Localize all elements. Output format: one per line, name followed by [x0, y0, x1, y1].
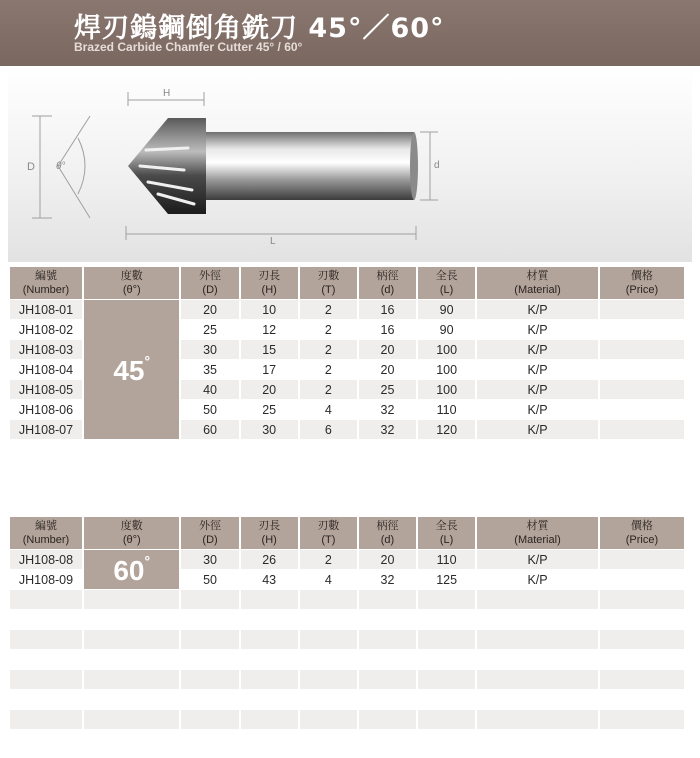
cell-number: JH108-09 [10, 570, 82, 589]
cell-D [181, 610, 238, 629]
cell-material [477, 440, 598, 459]
cell-price [600, 670, 684, 689]
cell-d [359, 690, 416, 709]
cell-number [10, 590, 82, 609]
cell-price [600, 730, 684, 749]
cell-angle [84, 440, 179, 459]
cell-price [600, 420, 684, 439]
col-angle: 度數 (θ°) [84, 517, 179, 549]
cell-T [300, 590, 357, 609]
header-banner [0, 0, 700, 66]
cell-material [477, 590, 598, 609]
table-row [10, 630, 684, 649]
cell-D [181, 710, 238, 729]
cell-angle [84, 590, 179, 609]
cell-d: 20 [359, 360, 416, 379]
table-row [10, 610, 684, 629]
cell-price [600, 590, 684, 609]
cell-L: 90 [418, 320, 475, 339]
col-d: 柄徑 (d) [359, 517, 416, 549]
product-illustration [8, 66, 692, 262]
col-H: 刃長 (H) [241, 517, 298, 549]
table-row [10, 550, 684, 569]
cell-T: 2 [300, 360, 357, 379]
cell-price [600, 550, 684, 569]
col-angle: 度數 (θ°) [84, 267, 179, 299]
cell-price [600, 710, 684, 729]
cell-material [477, 670, 598, 689]
cell-T [300, 690, 357, 709]
table-row [10, 650, 684, 669]
cell-number [10, 690, 82, 709]
cell-T: 2 [300, 340, 357, 359]
cell-price [600, 630, 684, 649]
cell-material [477, 650, 598, 669]
cell-L [418, 690, 475, 709]
cell-d: 16 [359, 320, 416, 339]
cell-T [300, 610, 357, 629]
cell-T: 2 [300, 300, 357, 319]
cell-T: 2 [300, 380, 357, 399]
col-material: 材質 (Material) [477, 267, 598, 299]
cell-d: 20 [359, 340, 416, 359]
cell-material [477, 710, 598, 729]
cell-d [359, 630, 416, 649]
cell-d [359, 670, 416, 689]
cell-H: 10 [241, 300, 298, 319]
spec-table-45 [8, 266, 686, 460]
cell-L [418, 440, 475, 459]
table-body-60 [10, 550, 684, 749]
cell-T: 6 [300, 420, 357, 439]
cell-material [477, 630, 598, 649]
cell-L [418, 670, 475, 689]
angle-value: 45 [113, 354, 145, 386]
cell-material [477, 730, 598, 749]
cell-T: 4 [300, 400, 357, 419]
cell-D: 30 [181, 550, 238, 569]
cell-H [241, 670, 298, 689]
cell-D [181, 730, 238, 749]
cell-D [181, 670, 238, 689]
cell-d: 32 [359, 420, 416, 439]
cell-number [10, 670, 82, 689]
cell-H: 12 [241, 320, 298, 339]
table-body-45 [10, 300, 684, 459]
cell-price [600, 300, 684, 319]
cell-L: 125 [418, 570, 475, 589]
cell-angle [84, 650, 179, 669]
cell-price [600, 610, 684, 629]
cell-D: 35 [181, 360, 238, 379]
cell-d: 20 [359, 550, 416, 569]
col-T: 刃數 (T) [300, 267, 357, 299]
cell-L: 110 [418, 550, 475, 569]
table-row [10, 590, 684, 609]
cell-T: 2 [300, 320, 357, 339]
cell-H: 17 [241, 360, 298, 379]
cell-D [181, 440, 238, 459]
col-H: 刃長 (H) [241, 267, 298, 299]
cell-T [300, 650, 357, 669]
cell-D: 25 [181, 320, 238, 339]
cell-T [300, 440, 357, 459]
cell-D: 60 [181, 420, 238, 439]
cell-price [600, 320, 684, 339]
cell-number: JH108-07 [10, 420, 82, 439]
cell-T [300, 710, 357, 729]
cell-d: 16 [359, 300, 416, 319]
cell-material: K/P [477, 380, 598, 399]
col-D: 外徑 (D) [181, 517, 238, 549]
cell-d [359, 590, 416, 609]
cell-price [600, 340, 684, 359]
cell-D [181, 690, 238, 709]
cell-L [418, 590, 475, 609]
col-number: 編號 (Number) [10, 267, 82, 299]
cell-L [418, 730, 475, 749]
cell-H [241, 630, 298, 649]
cell-number [10, 730, 82, 749]
cell-angle [84, 630, 179, 649]
cell-H [241, 690, 298, 709]
table-row [10, 670, 684, 689]
cell-number: JH108-02 [10, 320, 82, 339]
cell-L: 110 [418, 400, 475, 419]
cell-L: 100 [418, 380, 475, 399]
col-number: 編號 (Number) [10, 517, 82, 549]
cell-material: K/P [477, 320, 598, 339]
col-T: 刃數 (T) [300, 517, 357, 549]
angle-cell [84, 300, 179, 439]
cell-number: JH108-01 [10, 300, 82, 319]
cell-number [10, 650, 82, 669]
cell-material: K/P [477, 360, 598, 379]
cell-angle [84, 710, 179, 729]
cell-H: 43 [241, 570, 298, 589]
cutter-shank [204, 132, 414, 200]
cell-H [241, 590, 298, 609]
cell-angle [84, 670, 179, 689]
cell-D [181, 650, 238, 669]
cell-H: 20 [241, 380, 298, 399]
page-title: 焊刃鎢鋼倒角銑刀 45°／60° [74, 13, 445, 44]
page-subtitle: Brazed Carbide Chamfer Cutter 45° / 60° [74, 40, 303, 54]
cell-L: 100 [418, 360, 475, 379]
cell-L [418, 710, 475, 729]
table-row [10, 710, 684, 729]
cell-price [600, 650, 684, 669]
cell-number: JH108-06 [10, 400, 82, 419]
cell-material: K/P [477, 400, 598, 419]
cell-L: 90 [418, 300, 475, 319]
label-H: H [163, 88, 171, 99]
cell-angle [84, 610, 179, 629]
cell-d: 25 [359, 380, 416, 399]
cell-D: 50 [181, 400, 238, 419]
cell-D: 40 [181, 380, 238, 399]
angle-unit: ° [144, 552, 151, 569]
col-price: 價格 (Price) [600, 517, 684, 549]
cell-price [600, 690, 684, 709]
label-D: D [27, 161, 35, 173]
table-row [10, 440, 684, 459]
cell-number: JH108-03 [10, 340, 82, 359]
cell-d [359, 710, 416, 729]
col-L: 全長 (L) [418, 267, 475, 299]
cell-d [359, 650, 416, 669]
label-theta: θ° [56, 161, 66, 172]
table-header-row [10, 267, 684, 299]
cell-price [600, 380, 684, 399]
cell-d: 32 [359, 400, 416, 419]
cell-number: JH108-05 [10, 380, 82, 399]
cell-price [600, 440, 684, 459]
cell-H: 15 [241, 340, 298, 359]
table-row [10, 300, 684, 319]
cell-D [181, 630, 238, 649]
cell-price [600, 360, 684, 379]
spec-table-60 [8, 516, 686, 750]
cell-material: K/P [477, 550, 598, 569]
cell-D: 50 [181, 570, 238, 589]
table-row [10, 690, 684, 709]
col-L: 全長 (L) [418, 517, 475, 549]
cell-material [477, 610, 598, 629]
cell-L [418, 650, 475, 669]
cell-price [600, 570, 684, 589]
shank-end [410, 132, 418, 200]
cell-material: K/P [477, 300, 598, 319]
angle-value: 60 [113, 554, 145, 586]
cell-number: JH108-08 [10, 550, 82, 569]
cell-d: 32 [359, 570, 416, 589]
cell-T [300, 670, 357, 689]
cell-L: 120 [418, 420, 475, 439]
cell-price [600, 400, 684, 419]
table-row [10, 730, 684, 749]
cell-number [10, 610, 82, 629]
cell-H: 26 [241, 550, 298, 569]
cell-number: JH108-04 [10, 360, 82, 379]
cell-H [241, 650, 298, 669]
col-D: 外徑 (D) [181, 267, 238, 299]
cell-H [241, 730, 298, 749]
label-d: d [434, 160, 440, 171]
cell-d [359, 440, 416, 459]
cell-H [241, 710, 298, 729]
cell-D [181, 590, 238, 609]
cell-T [300, 630, 357, 649]
cell-D: 20 [181, 300, 238, 319]
cell-L [418, 630, 475, 649]
cell-T: 2 [300, 550, 357, 569]
table-header-row [10, 517, 684, 549]
cell-material: K/P [477, 570, 598, 589]
cell-L: 100 [418, 340, 475, 359]
cell-H [241, 440, 298, 459]
cell-T: 4 [300, 570, 357, 589]
cell-H: 25 [241, 400, 298, 419]
cell-number [10, 630, 82, 649]
cell-angle [84, 730, 179, 749]
cell-H: 30 [241, 420, 298, 439]
cell-number [10, 710, 82, 729]
angle-unit: ° [144, 352, 151, 369]
cell-d [359, 730, 416, 749]
cell-d [359, 610, 416, 629]
col-d: 柄徑 (d) [359, 267, 416, 299]
cell-number [10, 440, 82, 459]
label-L: L [270, 236, 276, 247]
cell-material: K/P [477, 340, 598, 359]
cell-material [477, 690, 598, 709]
col-price: 價格 (Price) [600, 267, 684, 299]
cell-angle [84, 690, 179, 709]
cell-D: 30 [181, 340, 238, 359]
cell-material: K/P [477, 420, 598, 439]
cell-H [241, 610, 298, 629]
chamfer-cutter-drawing [8, 66, 692, 262]
cell-L [418, 610, 475, 629]
cell-T [300, 730, 357, 749]
col-material: 材質 (Material) [477, 517, 598, 549]
angle-cell [84, 550, 179, 589]
